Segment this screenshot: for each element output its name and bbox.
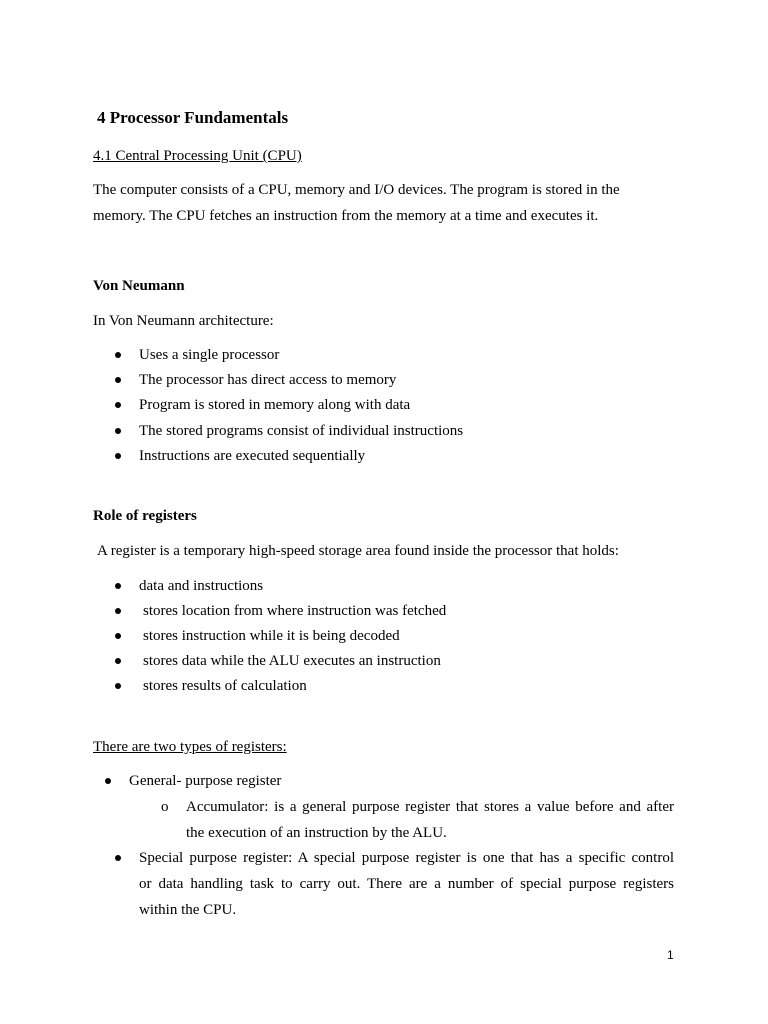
bullet-icon	[105, 778, 111, 784]
bullet-icon	[115, 377, 121, 383]
section-title: 4.1 Central Processing Unit (CPU)	[93, 148, 302, 164]
list-item: The processor has direct access to memory	[139, 372, 397, 388]
accumulator-line-1: Accumulator: is a general purpose register that stores a value before and after	[186, 799, 674, 815]
registers-lead: A register is a temporary high-speed storage area found inside the processor that holds:	[97, 543, 619, 559]
list-item: The stored programs consist of individual instructions	[139, 423, 464, 439]
bullet-icon	[115, 633, 121, 639]
circle-bullet-icon: o	[161, 799, 169, 815]
list-item: Program is stored in memory along with data	[139, 397, 411, 413]
list-item: stores instruction while it is being decoded	[143, 628, 400, 644]
bullet-icon	[115, 352, 121, 358]
page-number: 1	[667, 948, 674, 962]
special-purpose-line-1: Special purpose register: A special purpose register is one that has a specific control	[139, 850, 674, 866]
general-purpose-item: General- purpose register	[129, 773, 282, 789]
special-purpose-line-2: or data handling task to carry out. There are a number of special purpose registers	[139, 876, 674, 892]
bullet-icon	[115, 658, 121, 664]
list-item: stores results of calculation	[143, 678, 307, 694]
list-item: stores data while the ALU executes an instruction	[143, 653, 441, 669]
list-item: stores location from where instruction was fetched	[143, 603, 447, 619]
registers-heading: Role of registers	[93, 508, 197, 524]
bullet-icon	[115, 428, 121, 434]
list-item: Uses a single processor	[139, 347, 280, 363]
list-item: data and instructions	[139, 578, 264, 594]
von-neumann-heading: Von Neumann	[93, 278, 185, 294]
bullet-icon	[115, 683, 121, 689]
special-purpose-line-3: within the CPU.	[139, 902, 237, 918]
bullet-icon	[115, 855, 121, 861]
bullet-icon	[115, 402, 121, 408]
bullet-icon	[115, 608, 121, 614]
bullet-icon	[115, 583, 121, 589]
intro-line-2: memory. The CPU fetches an instruction from the memory at a time and executes it.	[93, 208, 599, 224]
chapter-title: 4 Processor Fundamentals	[97, 108, 289, 127]
accumulator-line-2: the execution of an instruction by the ALU.	[186, 825, 447, 841]
intro-line-1: The computer consists of a CPU, memory and I/O devices. The program is stored in the	[93, 182, 620, 198]
von-neumann-lead: In Von Neumann architecture:	[93, 313, 274, 329]
bullet-icon	[115, 453, 121, 459]
register-types-heading: There are two types of registers:	[93, 739, 287, 755]
list-item: Instructions are executed sequentially	[139, 448, 366, 464]
